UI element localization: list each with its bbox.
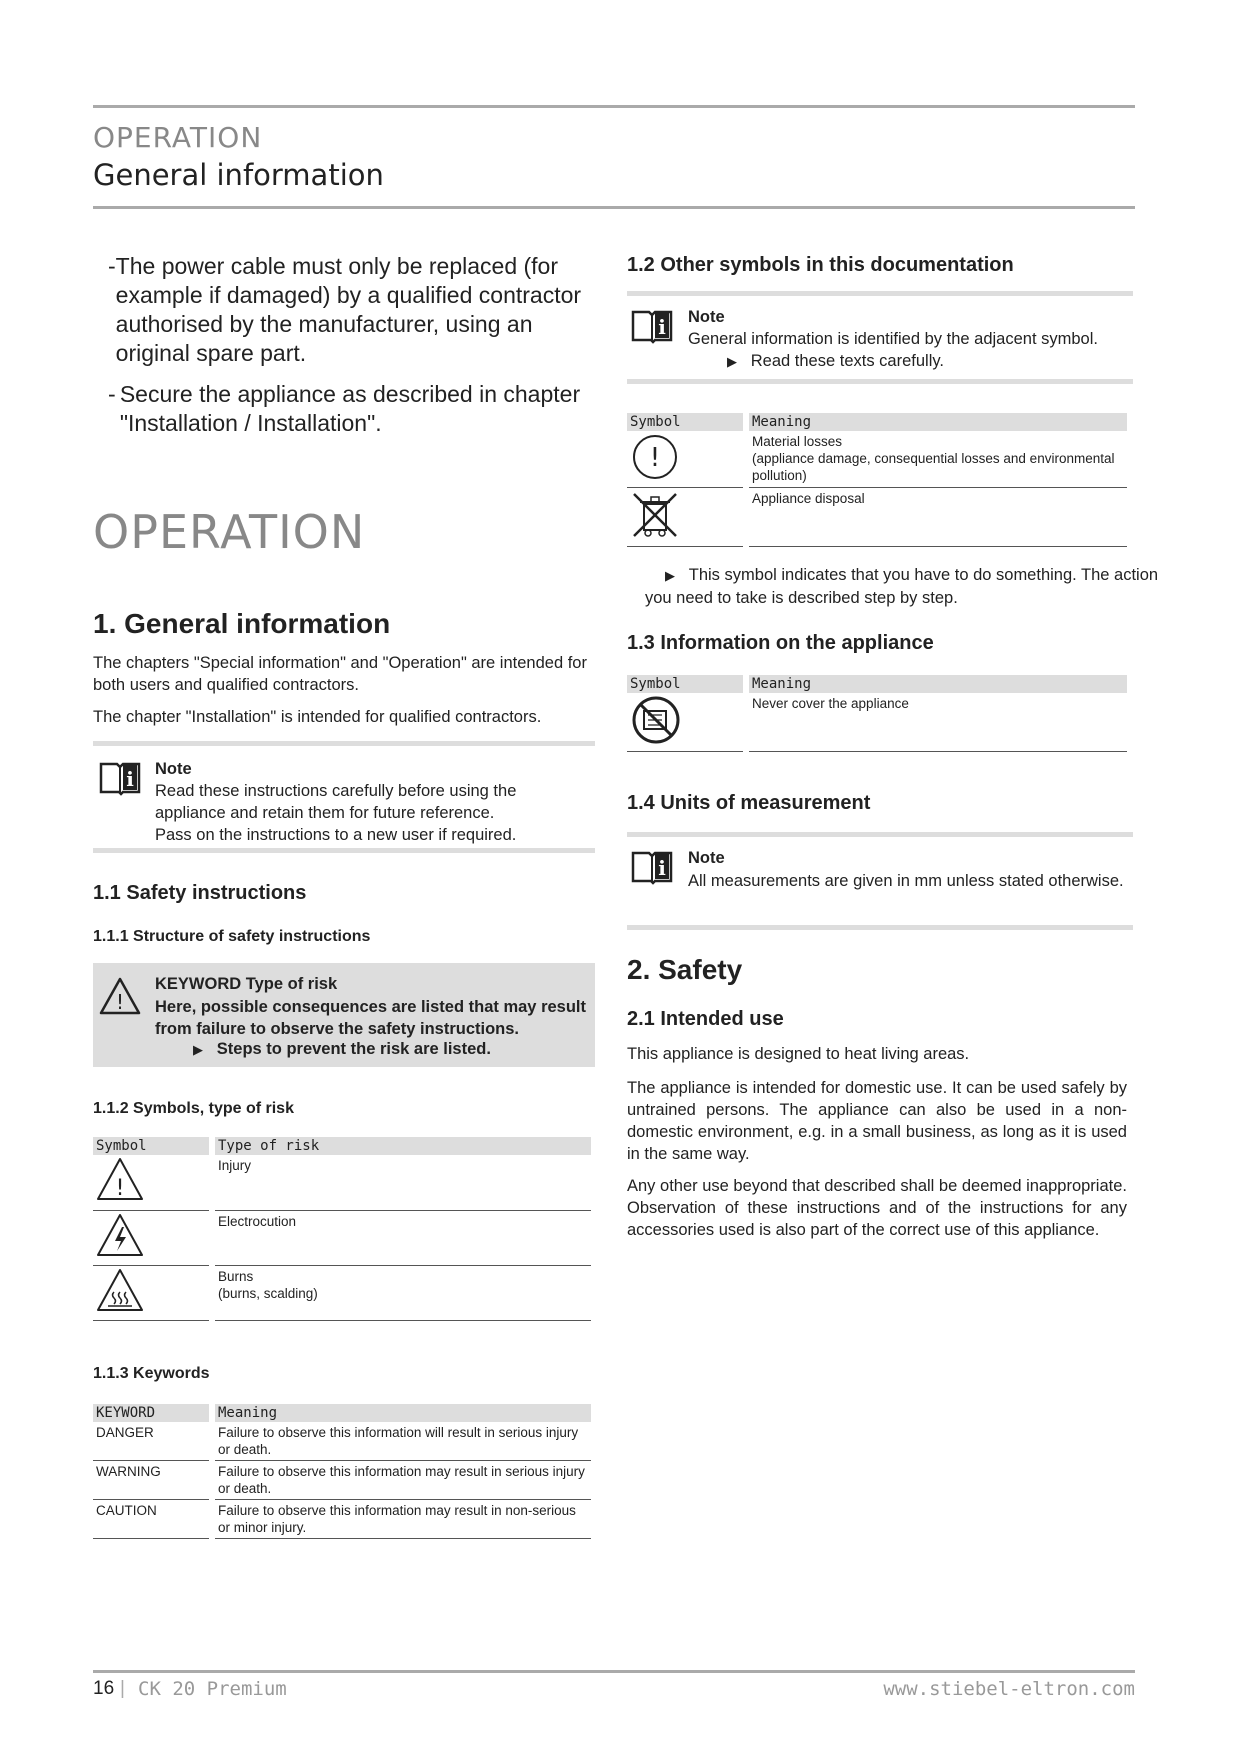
warning-title: KEYWORD Type of risk [155, 975, 338, 993]
table-row [627, 488, 1127, 547]
other-symbols-table [627, 413, 1127, 547]
symbols-risk-table [93, 1137, 591, 1321]
svg-text:!: ! [115, 990, 125, 1014]
note-title: Note [155, 760, 192, 778]
warning-step-text: Steps to prevent the risk are listed. [216, 1040, 491, 1058]
table-row [627, 693, 1127, 752]
book-info-icon [631, 847, 673, 885]
operation-title: OPERATION [93, 505, 366, 559]
col-symbol: Symbol [627, 413, 746, 431]
page-number: 16 [93, 1678, 115, 1699]
col-keyword: KEYWORD [93, 1404, 212, 1422]
warning-box [93, 963, 595, 1067]
note-box [93, 741, 595, 853]
general-info-p2: The chapter "Installation" is intended for qualified contractors. [93, 708, 542, 726]
table-row [93, 1500, 591, 1539]
svg-text:!: ! [649, 443, 661, 473]
col-type: Type of risk [212, 1137, 591, 1155]
note-box [627, 291, 1133, 384]
book-info-icon [631, 306, 673, 344]
intended-use-p3: Any other use beyond that described shall be deemed inappropriate. Observation of these instructions and of the instructions for any accessories used is also part of the correct use of this appliance. [627, 1177, 1127, 1239]
note-text: Pass on the instructions to a new user if required. [155, 826, 517, 844]
footer-rule [93, 1670, 1135, 1673]
appliance-info-table [627, 675, 1127, 752]
header-bottom-rule [93, 206, 1135, 209]
svg-text:i: i [658, 856, 666, 880]
keywords-heading: 1.1.3 Keywords [93, 1365, 210, 1382]
risk-type-detail: (burns, scalding) [218, 1285, 318, 1301]
col-meaning: Meaning [212, 1404, 591, 1422]
intended-use-p1: This appliance is designed to heat living areas. [627, 1045, 970, 1063]
symbols-risk-heading: 1.1.2 Symbols, type of risk [93, 1100, 294, 1117]
note-text: All measurements are given in mm unless stated otherwise. [688, 872, 1124, 890]
electrocution-icon [96, 1213, 144, 1257]
bullet-text: Secure the appliance as described in chapter "Installation / Installation". [119, 381, 581, 436]
header-section-label: OPERATION [93, 121, 263, 154]
bullet-text: The power cable must only be replaced (for example if damaged) by a qualified contractor authorised by the manufacturer, using an original spare part. [115, 253, 582, 366]
arrow-right-icon: ▶ [665, 568, 675, 583]
other-symbols-heading: 1.2 Other symbols in this documentation [627, 254, 1014, 276]
table-row [93, 1422, 591, 1461]
table-row [93, 1210, 591, 1265]
intended-use-p2: The appliance is intended for domestic use. It can be used safely by untrained persons. The appliance can also be used in a non-domestic environment, e.g. in a small business, as long as it is used in the same way. [627, 1079, 1127, 1163]
note-text: Read these instructions carefully before using the appliance and retain them for future reference. [155, 782, 517, 822]
footer-model: CK 20 Premium [138, 1678, 287, 1700]
note-box [627, 832, 1133, 930]
header-top-rule [93, 105, 1135, 108]
keyword-meaning: Failure to observe this information may result in serious injury or death. [212, 1461, 591, 1500]
col-symbol: Symbol [93, 1137, 212, 1155]
svg-text:i: i [658, 315, 666, 339]
keyword-meaning: Failure to observe this information will result in serious injury or death. [212, 1422, 591, 1461]
meaning-text: Never cover the appliance [746, 693, 1127, 752]
footer-separator: | [120, 1678, 125, 1699]
footer-url: www.stiebel-eltron.com [883, 1678, 1135, 1700]
appliance-info-heading: 1.3 Information on the appliance [627, 632, 934, 654]
col-meaning: Meaning [746, 413, 1127, 431]
table-row [93, 1265, 591, 1320]
action-note [645, 564, 1165, 609]
meaning-text: Material losses [752, 434, 843, 449]
table-row [627, 431, 1127, 488]
col-meaning: Meaning [746, 675, 1127, 693]
note-title: Note [688, 308, 725, 326]
note-title: Note [688, 849, 725, 867]
svg-text:!: ! [115, 1176, 125, 1201]
crossed-bin-disposal-icon [630, 490, 680, 540]
svg-text:i: i [126, 767, 134, 791]
safety-heading: 2. Safety [627, 954, 743, 985]
meaning-text-detail: (appliance damage, consequential losses and environmental pollution) [752, 451, 1115, 483]
warning-triangle-icon [99, 977, 141, 1015]
general-info-heading: 1. General information [93, 608, 391, 639]
structure-heading: 1.1.1 Structure of safety instructions [93, 928, 371, 945]
table-row [93, 1461, 591, 1500]
safety-instructions-heading: 1.1 Safety instructions [93, 882, 307, 904]
warning-triangle-icon [96, 1157, 144, 1201]
arrow-right-icon: ▶ [727, 354, 737, 369]
arrow-right-icon: ▶ [193, 1042, 203, 1057]
material-losses-icon [630, 433, 680, 481]
keyword-meaning: Failure to observe this information may result in non-serious or minor injury. [212, 1500, 591, 1539]
bullet-item: - Secure the appliance as described in chapter "Installation / Installation". [108, 380, 598, 438]
keywords-table [93, 1404, 591, 1539]
header-title: General information [93, 158, 384, 192]
risk-type: Burns [218, 1268, 254, 1284]
keyword: CAUTION [93, 1500, 212, 1539]
note-step-text: Read these texts carefully. [750, 352, 944, 370]
col-symbol: Symbol [627, 675, 746, 693]
action-text: This symbol indicates that you have to do something. The action you need to take is described step by step. [645, 566, 1159, 607]
keyword: WARNING [93, 1461, 212, 1500]
table-row [93, 1155, 591, 1210]
book-info-icon [99, 758, 141, 796]
do-not-cover-icon [630, 695, 682, 745]
keyword: DANGER [93, 1422, 212, 1461]
units-heading: 1.4 Units of measurement [627, 792, 871, 814]
note-step [727, 350, 944, 373]
intended-use-heading: 2.1 Intended use [627, 1008, 784, 1030]
note-text: General information is identified by the adjacent symbol. [688, 330, 1098, 348]
risk-type: Injury [212, 1155, 591, 1210]
meaning-text: Appliance disposal [746, 488, 1127, 547]
general-info-p1: The chapters "Special information" and "Operation" are intended for both users and qualified contractors. [93, 654, 587, 694]
warning-text: Here, possible consequences are listed that may result from failure to observe the safety instructions. [155, 998, 586, 1038]
risk-type: Electrocution [212, 1210, 591, 1265]
warning-step [193, 1040, 491, 1059]
burns-icon [96, 1268, 144, 1312]
bullet-item: - The power cable must only be replaced (for example if damaged) by a qualified contractor authorised by the manufacturer, using an original spare part. [108, 252, 598, 368]
